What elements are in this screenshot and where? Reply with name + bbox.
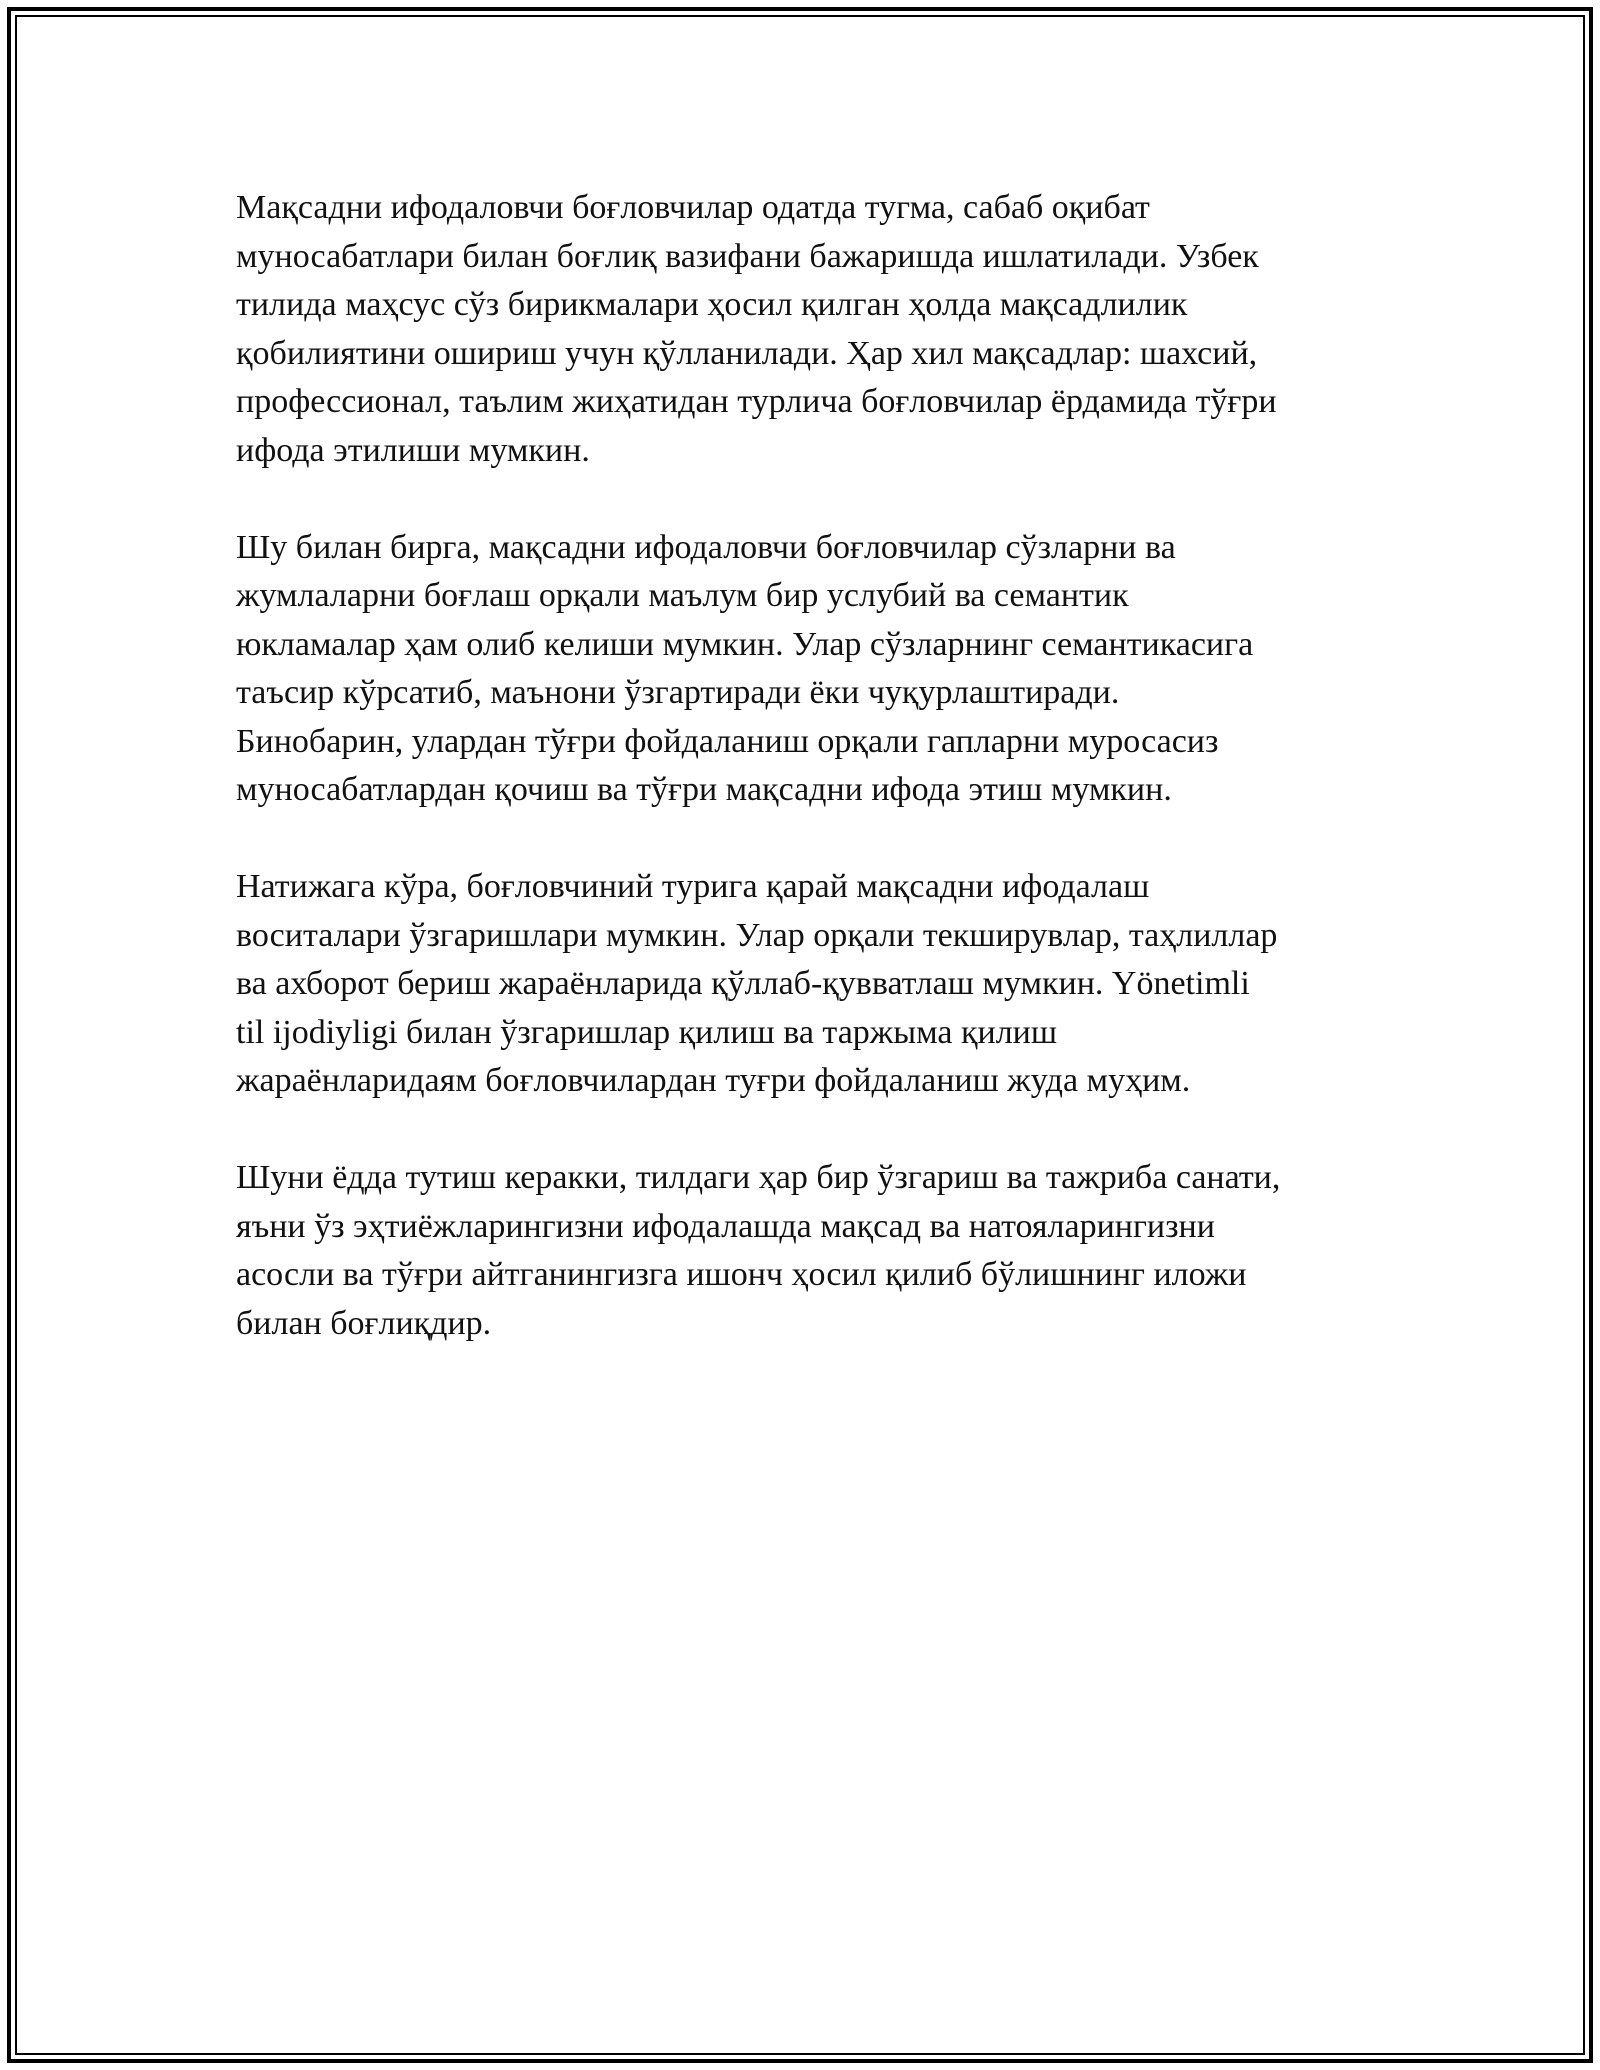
text-line: тилида маҳсус сўз бирикмалари ҳосил қилган ҳолда мақсадлилик (236, 286, 1188, 323)
text-line: юкламалар ҳам олиб келиши мумкин. Улар сўзларнинг семантикасига (236, 625, 1254, 663)
text-line: воситалари ўзгаришлари мумкин. Улар орқали текширувлар, таҳлиллар (236, 916, 1278, 954)
paragraph-3 (236, 863, 1386, 1106)
paragraph-1 (236, 184, 1386, 475)
text-line: жумлаларни боғлаш орқали маълум бир услубий ва семантик (236, 577, 1129, 614)
text-line: ифода этилиши мумкин. (236, 431, 590, 469)
text-line: муносабатлари билан боғлиқ вазифани бажаришда ишлатилади. Узбек (236, 237, 1259, 275)
text-line: Шуни ёдда тутиш керакки, тилдаги ҳар бир ўзгариш ва тажриба санати, (236, 1159, 1281, 1196)
text-line: қобилиятини ошириш учун қўлланилади. Ҳар хил мақсадлар: шахсий, (236, 334, 1258, 372)
text-line: билан боғлиқдир. (236, 1304, 492, 1342)
paragraph-2 (236, 524, 1386, 815)
text-line: Натижага кўра, боғловчиний турига қарай мақсадни ифодалаш (236, 868, 1150, 905)
text-line: жараёнларидаям боғловчилардан туғри фойдаланиш жуда муҳим. (236, 1062, 1191, 1099)
text-line: яъни ўз эҳтиёжларингизни ифодалашда мақсад ва натояларингизни (236, 1207, 1215, 1245)
text-line: til ijodiyligi билан ўзгаришлар қилиш ва таржыма қилиш (236, 1013, 1058, 1051)
text-line: Бинобарин, улардан тўғри фойдаланиш орқали гапларни муросасиз (236, 722, 1219, 760)
text-line: асосли ва тўғри айтганингизга ишонч ҳосил қилиб бўлишнинг иложи (236, 1256, 1247, 1293)
text-line: таъсир кўрсатиб, маънони ўзгартиради ёки чуқурлаштиради. (236, 674, 1120, 711)
text-line: муносабатлардан қочиш ва тўғри мақсадни ифода этиш мумкин. (236, 771, 1172, 808)
text-line: профессионал, таълим жиҳатидан турлича боғловчилар ёрдамида тўғри (236, 383, 1277, 420)
text-line: ва ахборот бериш жараёнларида қўллаб-қувватлаш мумкин. Yönetimli (236, 965, 1250, 1002)
text-line: Шу билан бирга, мақсадни ифодаловчи боғловчилар сўзларни ва (236, 528, 1176, 566)
text-line: Мақсадни ифодаловчи боғловчилар одатда тугма, сабаб оқибат (236, 189, 1150, 226)
document-body (236, 184, 1386, 1397)
paragraph-4 (236, 1154, 1386, 1348)
